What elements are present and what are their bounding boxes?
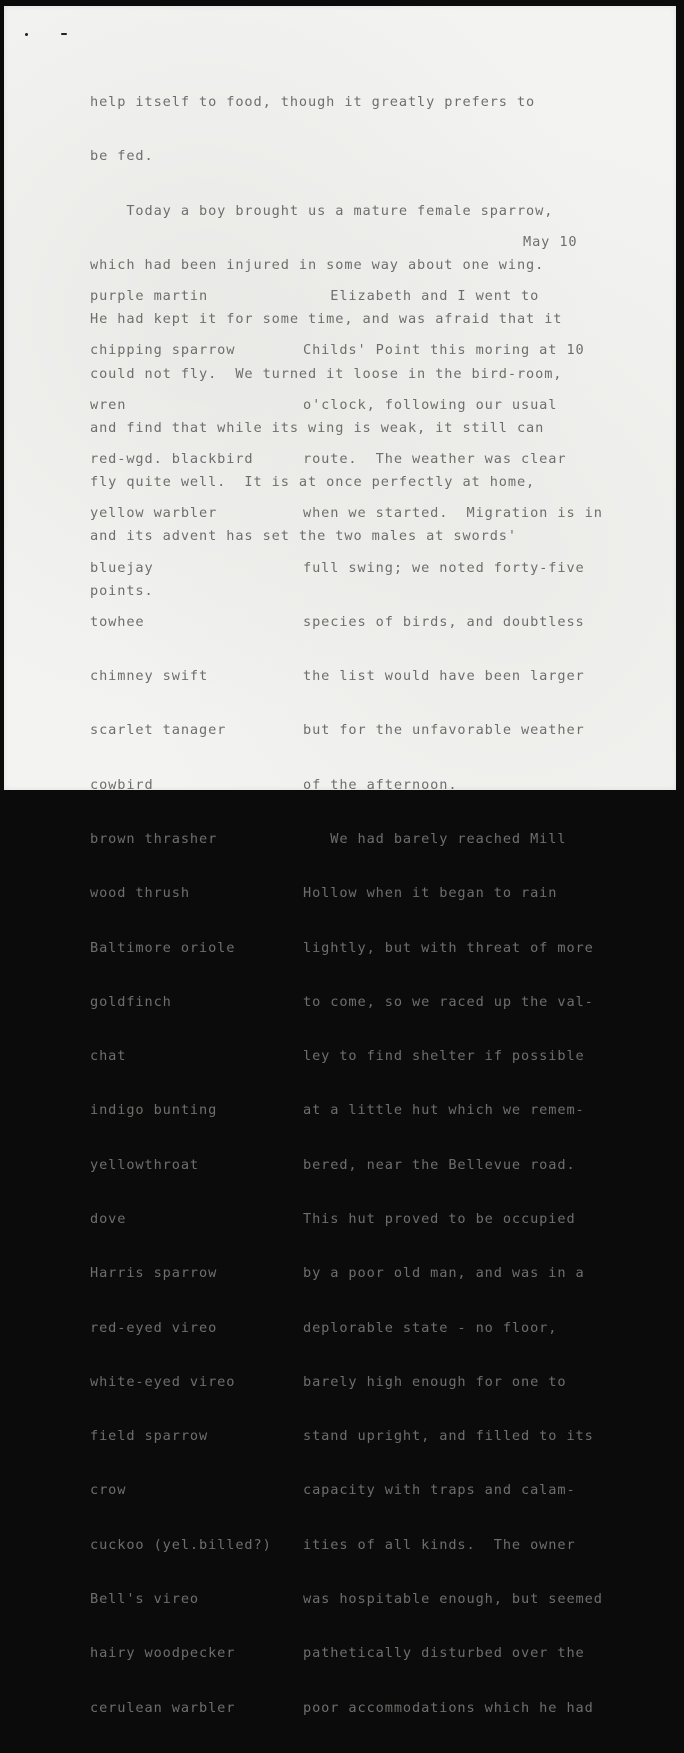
document-page [4,6,676,1716]
bird-species-list [90,251,272,1753]
bird-list-item: yellowthroat [90,1156,200,1173]
bird-list-item: chipping sparrow [90,342,236,359]
narrative-line: by a poor old man, and was in a [303,1265,585,1282]
narrative-line: lightly, but with threat of more [303,939,594,956]
prose-line: Today a boy brought us a mature female sparrow, [90,202,554,219]
bird-list-item: field sparrow [90,1428,209,1445]
narrative-line: capacity with traps and calam- [303,1482,576,1499]
stray-mark-dot [25,33,28,36]
narrative-line: We had barely reached Mill [303,831,567,847]
narrative-line: to come, so we raced up the val- [303,993,594,1010]
prose-line: help itself to food, though it greatly prefers to [90,94,536,111]
bird-list-item: cuckoo (yel.billed?) [90,1536,272,1553]
bird-list-item: crow [90,1482,127,1499]
bird-list-item: dove [90,1210,127,1227]
narrative-line: was hospitable enough, but seemed [303,1590,603,1607]
prose-line: be fed. [90,148,154,165]
narrative-line: Childs' Point this moring at 10 [303,342,585,359]
narrative-line: species of birds, and doubtless [303,613,585,630]
narrative-line: poor accommodations which he had [303,1699,594,1716]
prose-line: and its advent has set the two males at swords' [90,528,527,545]
narrative-line: This hut proved to be occupied [303,1210,576,1227]
narrative-line: barely high enough for one to [303,1373,567,1390]
bird-list-item: Baltimore oriole [90,939,236,956]
narrative-line: ities of all kinds. The owner [303,1536,576,1553]
narrative-line: Elizabeth and I went to [303,288,540,305]
may-10-narrative [303,251,603,1753]
prose-line: which had been injured in some way about one wing. [90,257,545,274]
bird-list-item: yellow warbler [90,505,218,522]
narrative-line: the list would have been larger [303,668,585,685]
narrative-line: but for the unfavorable weather [303,722,585,739]
narrative-line: deplorable state - no floor, [303,1319,558,1336]
narrative-line: at a little hut which we remem- [303,1102,585,1119]
bird-list-item: bluejay [90,559,154,576]
bird-list-item: scarlet tanager [90,722,227,739]
bird-list-item: wren [90,396,127,413]
prose-line: points. [90,582,154,599]
bird-list-item: goldfinch [90,993,172,1010]
entry-date: May 10 [523,234,578,250]
narrative-line: of the afternoon. [303,776,458,793]
prose-line: and find that while its wing is weak, it still can [90,419,545,436]
prose-line: could not fly. We turned it loose in the bird-room, [90,365,563,382]
bird-list-item: wood thrush [90,885,190,902]
narrative-line: Hollow when it began to rain [303,885,558,902]
bird-list-item: towhee [90,613,145,630]
bird-list-item: hairy woodpecker [90,1645,236,1662]
narrative-line: stand upright, and filled to its [303,1428,594,1445]
bird-list-item: cerulean warbler [90,1699,236,1716]
prose-line: fly quite well. It is at once perfectly at home, [90,474,536,491]
prose-line: He had kept it for some time, and was afraid that it [90,311,563,328]
narrative-line: pathetically disturbed over the [303,1645,585,1662]
narrative-line: ley to find shelter if possible [303,1048,585,1065]
bird-list-item: red-wgd. blackbird [90,451,254,468]
narrative-line: bered, near the Bellevue road. [303,1156,576,1173]
bird-list-item: purple martin [90,288,209,305]
bird-list-item: Harris sparrow [90,1265,218,1282]
bird-list-item: cowbird [90,776,154,793]
bird-list-item: indigo bunting [90,1102,218,1119]
narrative-line: when we started. Migration is in [303,505,603,522]
narrative-line: full swing; we noted forty-five [303,559,585,576]
bird-list-item: brown thrasher [90,831,218,847]
narrative-line: route. The weather was clear [303,451,567,468]
bird-list-item: chimney swift [90,668,209,685]
bird-list-item: Bell's vireo [90,1590,200,1607]
narrative-line: o'clock, following our usual [303,396,558,413]
stray-mark-quote [61,33,67,35]
bird-list-item: red-eyed vireo [90,1319,218,1336]
bird-list-item: chat [90,1048,127,1065]
bird-list-item: white-eyed vireo [90,1373,236,1390]
